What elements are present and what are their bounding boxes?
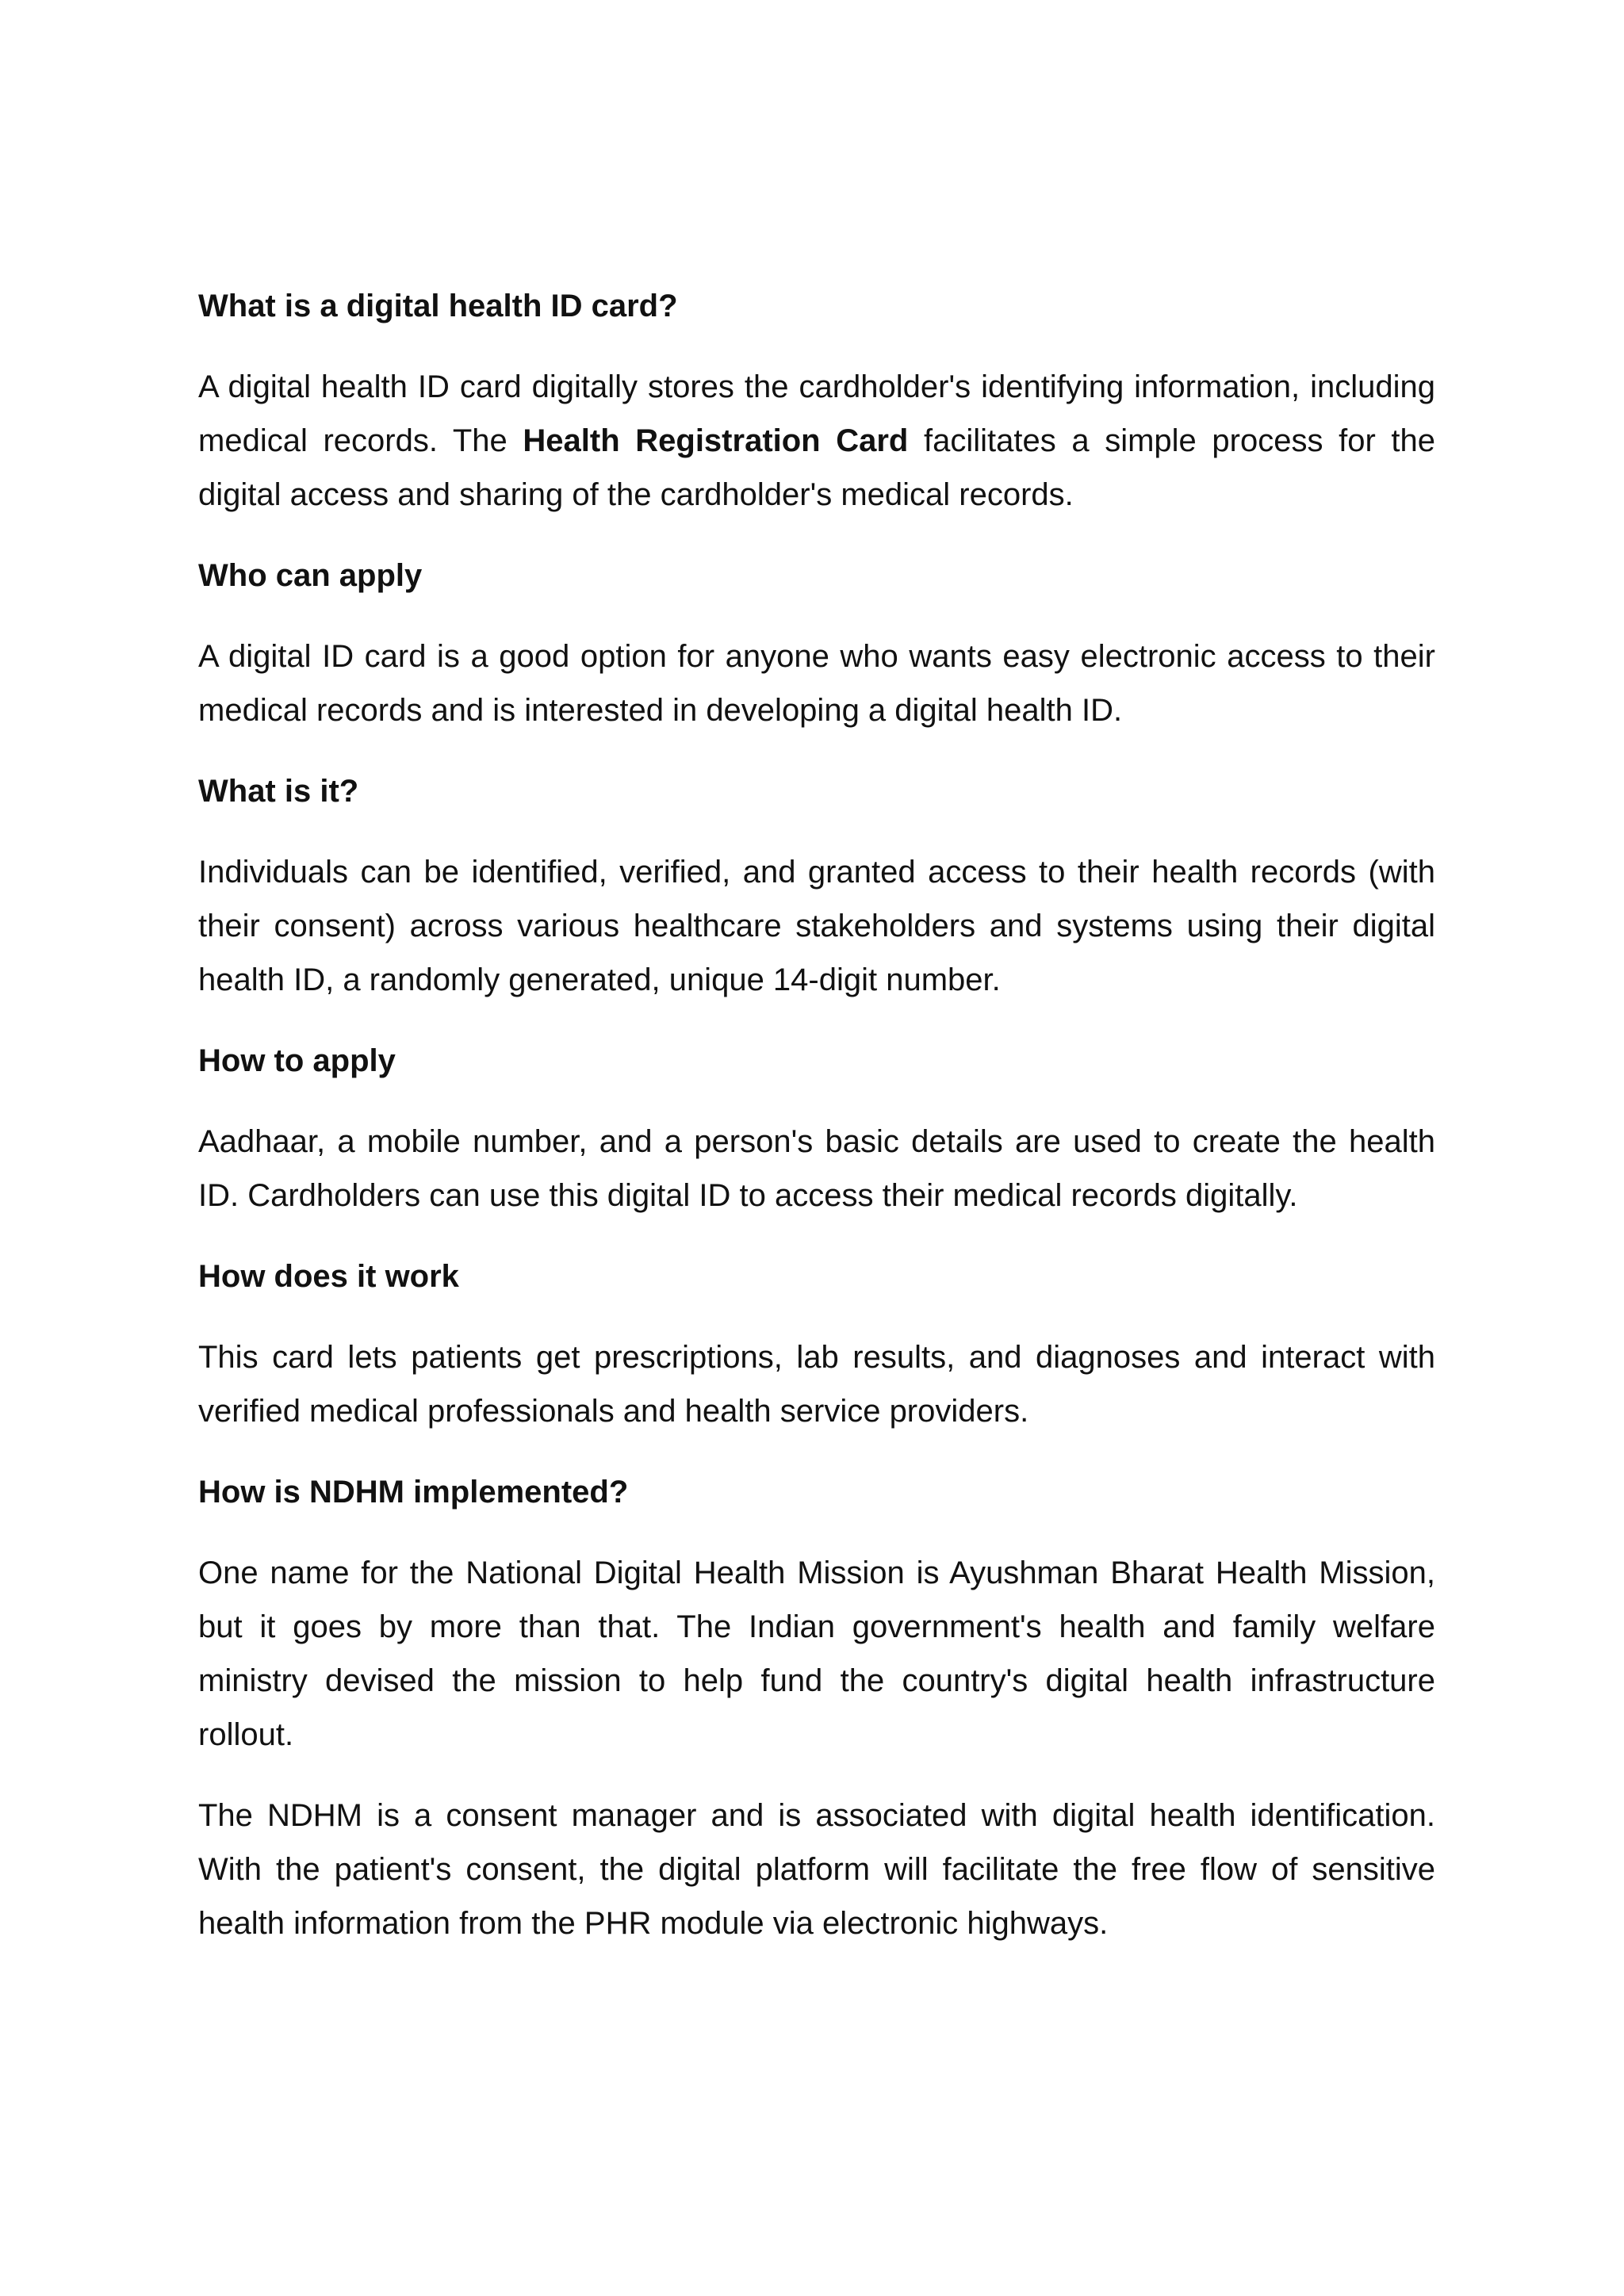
paragraph-who-can-apply: A digital ID card is a good option for anyone who wants easy electronic access to their medical records and is interested in developing a digital health ID. xyxy=(198,639,1435,728)
paragraph-what-is-it: Individuals can be identified, verified, and granted access to their health records (with their consent) across various healthcare stakeholders and systems using their digital health ID, a randomly generated, unique 14-digit number. xyxy=(198,855,1435,997)
paragraph-ndhm-2: The NDHM is a consent manager and is associated with digital health identification. With the patient's consent, the digital platform will facilitate the free flow of sensitive health information from the PHR module via electronic highways. xyxy=(198,1798,1435,1941)
heading-how-to-apply: How to apply xyxy=(198,1043,396,1078)
heading-ndhm-implemented: How is NDHM implemented? xyxy=(198,1475,629,1510)
document-page xyxy=(198,0,1435,1977)
paragraph-intro xyxy=(198,360,1435,522)
heading-what-is-card: What is a digital health ID card? xyxy=(198,289,678,323)
heading-what-is-it: What is it? xyxy=(198,774,359,809)
health-registration-card-term: Health Registration Card xyxy=(523,423,909,458)
paragraph-how-to-apply: Aadhaar, a mobile number, and a person's basic details are used to create the health ID. Cardholders can use this digital ID to access their medical records digitally. xyxy=(198,1124,1435,1213)
heading-who-can-apply: Who can apply xyxy=(198,558,423,593)
paragraph-ndhm-1: One name for the National Digital Health Mission is Ayushman Bharat Health Mission, but it goes by more than that. The Indian government's health and family welfare ministry devised the mission to help fund the country's digital health infrastructure rollout. xyxy=(198,1556,1435,1752)
intro-text-end: facilitates a simple process for the digital access and sharing of the cardholder's medical records. xyxy=(198,423,1436,512)
intro-text-start: A digital health ID card digitally stores the cardholder's identifying information, including medical records. The xyxy=(198,369,1435,458)
heading-how-does-it-work: How does it work xyxy=(198,1259,459,1294)
paragraph-how-does-it-work: This card lets patients get prescriptions, lab results, and diagnoses and interact with verified medical professionals and health service providers. xyxy=(198,1340,1435,1429)
